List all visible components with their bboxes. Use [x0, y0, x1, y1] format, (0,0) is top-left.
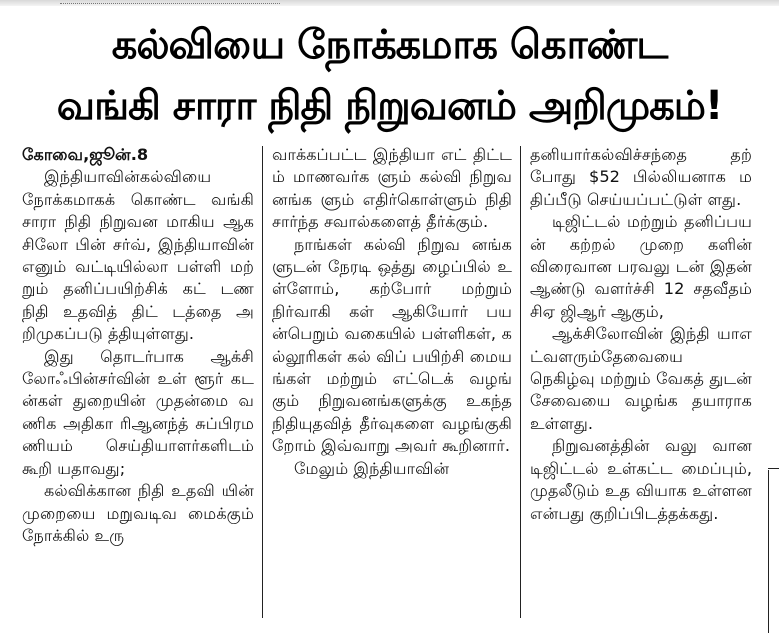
paragraph: வாக்கப்பட்ட இந்தியா எட் திட்டம் மாணவர்க ளும் கல்வி நிறுவனங்க ளும் எதிர்கொள்ளும் நிதி சார்ந்த சவால்களைத் தீர்க்கும். [272, 145, 512, 232]
paragraph: தனியார்கல்விச்சந்தை தற் போது $52 பில்லியனாக மதிப்பீடு செய்யப்பட்டுள் ளது. [530, 145, 752, 209]
paragraph: கல்விக்கான நிதி உதவி யின் முறையை மறுவடிவ மைக்கும் நோக்கில் உரு [22, 481, 254, 545]
dateline: கோவை,ஜூன்.8 [22, 145, 149, 164]
headline-line-1: கல்வியை நோக்கமாக கொண்ட [111, 22, 668, 68]
column-divider-1 [262, 146, 263, 618]
paragraph: நாங்கள் கல்வி நிறுவ னங்களுடன் நேரடி ஒத்து ழைப்பில் உள்ளோம், கற்போர் மற்றும் நிர்வாகி கள் ஆகியோர் பயன்பெறும் வகையில் பள்ளிகள், கல்லூரிகள் கல் விப் பயிற்சி மையங்கள் மற்றும் எட்டெக் வழங் கும் நிறுவனங்களுக்கு உகந்த நிதியுதவித் தீர்வுகளை வழங்குகி றோம் இவ்வாறு அவர் கூறினார். [272, 234, 512, 456]
headline-line-2: வங்கி சாரா நிதி நிறுவனம் அறிமுகம்! [56, 83, 723, 129]
adjacent-box-edge-top [768, 468, 779, 469]
paragraph: ஆக்சிலோவின் இந்தி யாஎட்வளரும்தேவையை நெகிழ்வு மற்றும் வேகத் துடன் சேவையை வழங்க தயாராக உள்ளது. [530, 324, 752, 433]
paragraph: மேலும் இந்தியாவின் [294, 458, 450, 478]
paragraph: நிறுவனத்தின் வலு வான டிஜிட்டல் உள்கட்ட மைப்பும், முதலீடும் உத வியாக உள்ளன என்பது குறிப்பிடத்தக்கது. [530, 436, 752, 523]
article-column-3 [530, 144, 752, 525]
paragraph: இது தொடர்பாக ஆக்சி லோஃபின்சர்வின் உள் ளூர் கடன்கள் துறையின் முதன்மை வணிக அதிகா ரிஆனந்த் சுப்பிரமணியம் செய்தியாளர்களிடம் கூறி யதாவது; [22, 346, 254, 478]
top-edge-strip [0, 0, 779, 6]
paragraph: டிஜிட்டல் மற்றும் தனிப்பயன் கற்றல் முறை களின் விரைவான பரவலு டன் இதன் ஆண்டு வளர்ச்சி 12 சதவீதம் சிஏ ஜிஆர் ஆகும், [530, 212, 752, 321]
top-edge-dots [60, 0, 280, 4]
article-column-2 [272, 144, 512, 480]
paragraph: இந்தியாவின்கல்வியை நோக்கமாகக் கொண்ட வங்கி சாரா நிதி நிறுவன மாகிய ஆகசிலோ பின் சர்வ், இந்தியாவின் எனும் வட்டியில்லா பள்ளி மற் றும் தனிப்பயிற்சிக் கட் டண நிதி உதவித் திட் டத்தை அறிமுகப்படு த்தியுள்ளது. [22, 167, 254, 344]
adjacent-box-edge-left [768, 470, 769, 633]
article-column-1 [22, 144, 254, 547]
column-divider-2 [520, 146, 521, 618]
